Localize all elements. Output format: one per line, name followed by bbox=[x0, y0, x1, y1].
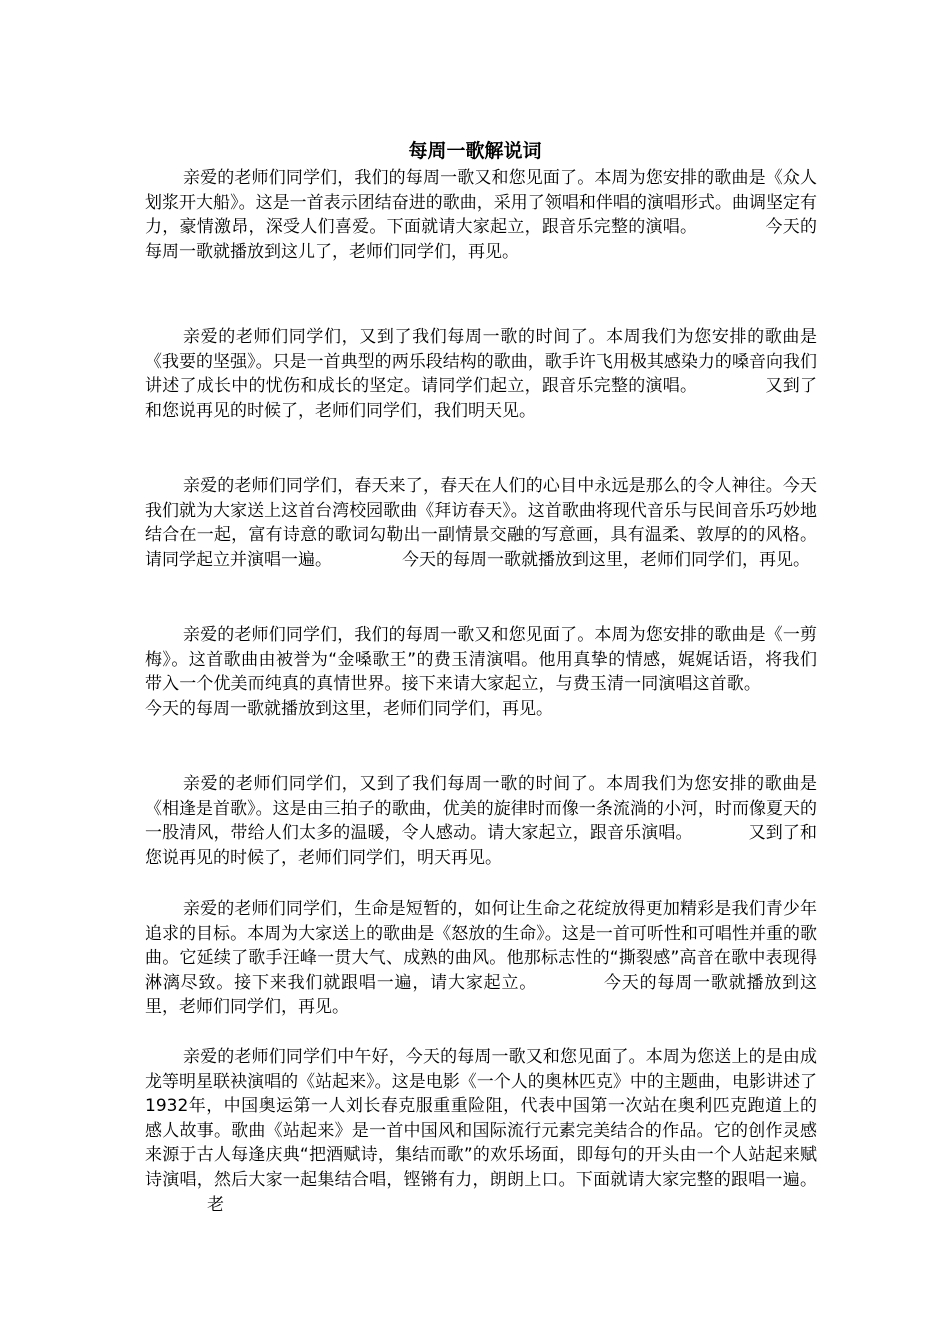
paragraph-1-intro: 亲爱的老师们同学们，我们的每周一歌又和您见面了。本周为您安排的歌曲是《众人划浆开大船》。这是一首表示团结奋进的歌曲，采用了领唱和伴唱的演唱形式。曲调坚定有力，豪情激昂，深受人们喜爱。下面就请大家起立，跟音乐完整的演唱。 bbox=[145, 168, 817, 238]
paragraph-6-outro: 今天的每周一歌就播放到这里，老师们同学们，再见。 bbox=[145, 972, 818, 1018]
paragraph-6-intro: 亲爱的老师们同学们，生命是短暂的，如何让生命之花绽放得更加精彩是我们青少年追求的目标。本周为大家送上的歌曲是《怒放的生命》。这是一首可听性和可唱性并重的歌曲。它延续了歌手汪峰一贯大气、成熟的曲风。他那标志性的“撕裂感”高音在歌中表现得淋漓尽致。接下来我们就跟唱一遍，请大家起立。 bbox=[145, 899, 817, 993]
paragraph-7-intro: 亲爱的老师们同学们中午好，今天的每周一歌又和您见面了。本周为您送上的是由成龙等明星联袂演唱的《站起来》。这是电影《一个人的奥林匹克》中的主题曲，电影讲述了1932年，中国奥运第一人刘长春克服重重险阻，代表中国第一次站在奥利匹克跑道上的感人故事。歌曲《站起来》是一首中国风和国际流行元素完美结合的作品。它的创作灵感来源于古人每逢庆典“把酒赋诗，集结而歌”的欢乐场面，即每句的开头由一个人站起来赋诗演唱，然后大家一起集结合唱，铿锵有力，朗朗上口。下面就请大家完整的跟唱一遍。 bbox=[145, 1047, 817, 1190]
paragraph-1-outro: 今天的每周一歌就播放到这儿了，老师们同学们，再见。 bbox=[145, 217, 818, 262]
paragraph-4 bbox=[145, 623, 817, 721]
paragraph-2 bbox=[145, 325, 817, 423]
paragraph-6 bbox=[145, 897, 817, 1020]
paragraph-5 bbox=[145, 772, 817, 870]
paragraph-3 bbox=[145, 474, 817, 572]
paragraph-4-intro: 亲爱的老师们同学们，我们的每周一歌又和您见面了。本周为您安排的歌曲是《一剪梅》。这首歌曲由被誉为“金嗓歌王”的费玉清演唱。他用真挚的情感，娓娓话语，将我们带入一个优美而纯真的真情世界。接下来请大家起立，与费玉清一同演唱这首歌。 bbox=[145, 625, 817, 695]
paragraph-3-intro: 亲爱的老师们同学们，春天来了，春天在人们的心目中永远是那么的令人神往。今天我们就为大家送上这首台湾校园歌曲《拜访春天》。这首歌曲将现代音乐与民间音乐巧妙地结合在一起，富有诗意的歌词勾勒出一副情景交融的写意画，具有温柔、敦厚的的风格。请同学起立并演唱一遍。 bbox=[145, 476, 817, 570]
paragraph-4-outro: 今天的每周一歌就播放到这里，老师们同学们，再见。 bbox=[145, 698, 553, 719]
paragraph-5-outro: 又到了和您说再见的时候了，老师们同学们，明天再见。 bbox=[145, 823, 818, 868]
paragraph-7 bbox=[145, 1045, 817, 1217]
page-title: 每周一歌解说词 bbox=[408, 140, 542, 162]
paragraph-2-outro: 又到了和您说再见的时候了，老师们同学们，我们明天见。 bbox=[145, 376, 818, 421]
paragraph-1 bbox=[145, 166, 817, 264]
paragraph-2-intro: 亲爱的老师们同学们，又到了我们每周一歌的时间了。本周我们为您安排的歌曲是《我要的坚强》。只是一首典型的两乐段结构的歌曲，歌手许飞用极其感染力的嗓音向我们讲述了成长中的忧伤和成长的坚定。请同学们起立，跟音乐完整的演唱。 bbox=[145, 327, 817, 397]
paragraph-7-outro: 老 bbox=[207, 1194, 224, 1215]
paragraph-3-outro: 今天的每周一歌就播放到这里，老师们同学们，再见。 bbox=[402, 549, 810, 570]
paragraph-5-intro: 亲爱的老师们同学们，又到了我们每周一歌的时间了。本周我们为您安排的歌曲是《相逢是首歌》。这是由三拍子的歌曲，优美的旋律时而像一条流淌的小河，时而像夏天的一股清风，带给人们太多的温暖，令人感动。请大家起立，跟音乐演唱。 bbox=[145, 774, 817, 844]
